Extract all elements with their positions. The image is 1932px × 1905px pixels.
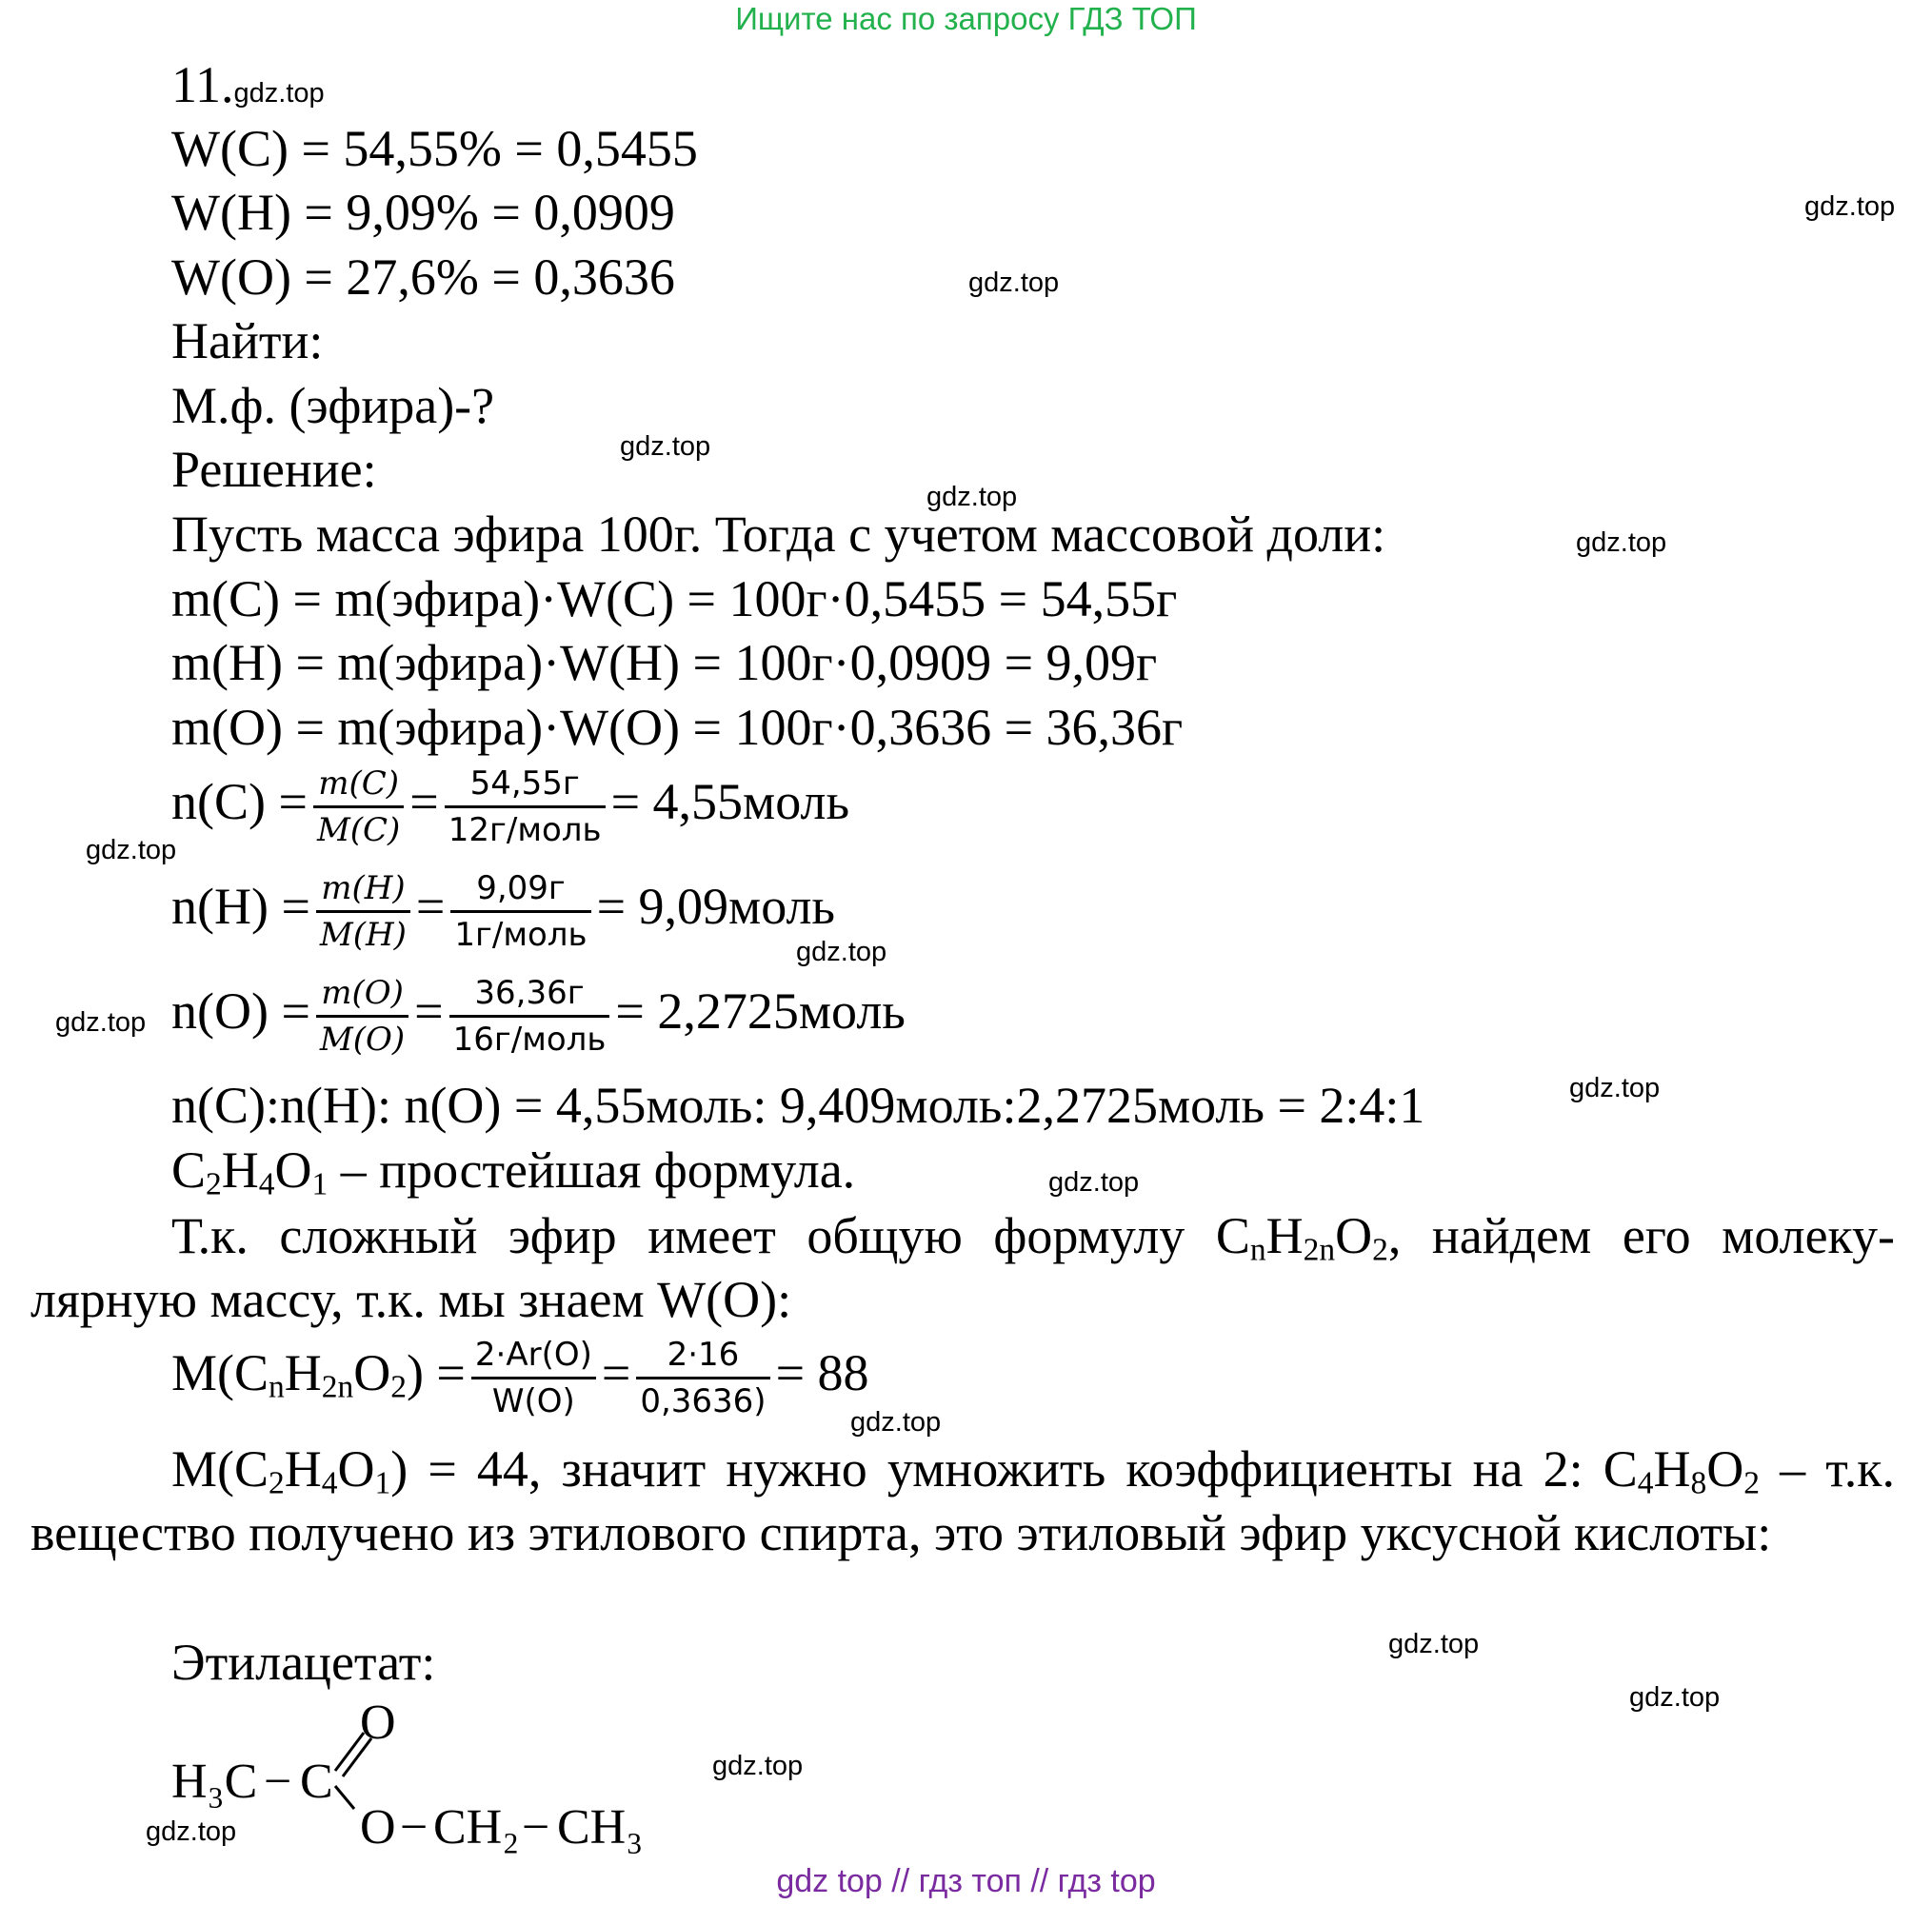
carbonyl-carbon: C xyxy=(300,1755,333,1809)
watermark: gdz.top xyxy=(850,1407,942,1438)
moles-o: n(O) = $\frac{m(O)}{M(O)}$ = $\frac{36,36г}{\text{16г/моль}}$ = 2,2725моль xyxy=(171,971,906,1062)
fraction: $\frac{m(H)}{M(H)}$ xyxy=(316,866,410,957)
given-wo: W(O) = 27,6% = 0,3636 xyxy=(171,248,675,306)
watermark: gdz.top xyxy=(1629,1682,1721,1713)
simplest-formula: $C_2H_4O_1$ – простейшая формула. xyxy=(171,1141,856,1202)
watermark: gdz.top xyxy=(1804,191,1896,222)
h3c-group: H₃C xyxy=(171,1755,258,1809)
ch2-group: CH₂ xyxy=(433,1800,520,1855)
carbonyl-oxygen: O xyxy=(360,1696,396,1750)
fraction: $\frac{2\cdot 16}{0,3636)}$ xyxy=(636,1333,769,1423)
watermark: gdz.top xyxy=(926,482,1018,512)
watermark: gdz.top xyxy=(1576,527,1667,558)
mass-c: m(C) = m(эфира)·W(C) = 100г·0,5455 = 54,55г xyxy=(171,570,1178,627)
fraction: $\frac{m(C)}{M(C)}$ xyxy=(313,762,404,852)
fraction: $\frac{36,36г}{\text{16г/моль}}$ xyxy=(449,971,610,1062)
conclusion-paragraph: $M(C_2H_4O_1) = 44$, значит нужно умножить коэффициенты на 2: $C_4H_8O_2 - т.к$. вещество получено из этилового спирта, это этиловый эфир уксусной кислоты: xyxy=(30,1440,1895,1561)
fraction: $\frac{m(O)}{M(O)}$ xyxy=(316,971,408,1062)
watermark: gdz.top xyxy=(796,937,887,967)
moles-c: n(C) = $\frac{m(C)}{M(C)}$ = $\frac{54,55г}{\text{12г/моль}}$ = 4,55моль xyxy=(171,762,849,852)
general-formula-paragraph: Т.к. сложный эфир имеет общую формулу $C_nH_{2n}O_2$, найдем его молеку-лярную массу, т.к. мы знаем W(O): xyxy=(30,1207,1895,1328)
moles-h: n(H) = $\frac{m(H)}{M(H)}$ = $\frac{9,09г}{\text{1г/моль}}$ = 9,09моль xyxy=(171,866,835,957)
mass-h: m(H) = m(эфира)·W(H) = 100г·0,0909 = 9,09г xyxy=(171,634,1158,691)
mass-o: m(O) = m(эфира)·W(O) = 100г·0,3636 = 36,36г xyxy=(171,699,1184,756)
ester-oxygen: O xyxy=(360,1800,396,1855)
watermark: gdz.top xyxy=(1569,1073,1661,1103)
molar-mass-formula: $M(C_nH_{2n}O_2)$ = $\frac{2\cdot Ar(O)}{W(O)}$ = $\frac{2\cdot 16}{0,3636)}$ = 88 xyxy=(171,1333,869,1423)
given-wc: W(C) = 54,55% = 0,5455 xyxy=(171,120,698,177)
fraction: $\frac{9,09г}{\text{1г/моль}}$ xyxy=(450,866,590,957)
ester-label: Этилацетат: xyxy=(171,1634,436,1691)
watermark: gdz.top xyxy=(1388,1629,1480,1659)
watermark: gdz.top xyxy=(712,1751,804,1781)
fraction: $\frac{2\cdot Ar(O)}{W(O)}$ xyxy=(471,1333,596,1423)
watermark: gdz.top xyxy=(55,1007,147,1038)
find-value: М.ф. (эфира)-? xyxy=(171,377,495,434)
watermark: gdz.top xyxy=(86,835,177,865)
search-banner[interactable]: Ищите нас по запросу ГДЗ ТОП xyxy=(735,1,1197,36)
task-number: 11.gdz.top xyxy=(171,56,325,113)
solution-intro: Пусть масса эфира 100г. Тогда с учетом массовой доли: xyxy=(171,506,1386,563)
fraction: $\frac{54,55г}{\text{12г/моль}}$ xyxy=(445,762,606,852)
mole-ratio: n(C):n(H): n(O) = 4,55моль: 9,409моль:2,2725моль = 2:4:1 xyxy=(171,1077,1425,1134)
watermark: gdz.top xyxy=(146,1816,237,1847)
watermark: gdz.top xyxy=(1048,1167,1140,1198)
watermark: gdz.top xyxy=(233,78,325,109)
given-wh: W(H) = 9,09% = 0,0909 xyxy=(171,184,675,241)
find-label: Найти: xyxy=(171,312,324,369)
footer-links[interactable]: gdz top // гдз топ // гдз top xyxy=(776,1863,1156,1899)
ethyl-acetate-structure: H₃C − C O O − CH₂ − CH₃ xyxy=(171,1695,667,1856)
ch3-group: CH₃ xyxy=(557,1800,644,1855)
watermark: gdz.top xyxy=(968,268,1060,298)
solution-label: Решение: xyxy=(171,441,377,498)
watermark: gdz.top xyxy=(620,431,711,462)
